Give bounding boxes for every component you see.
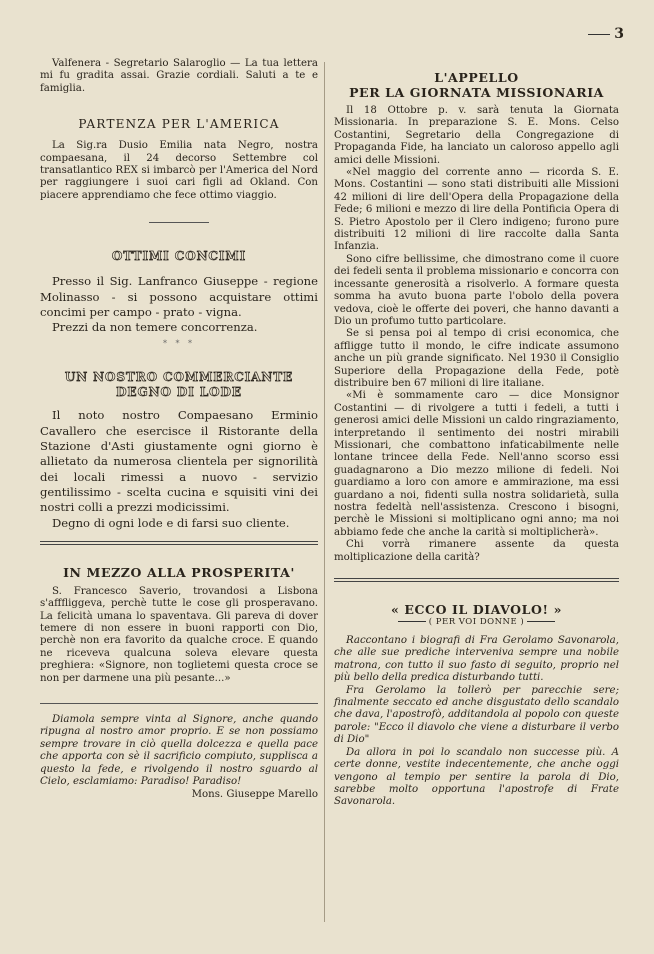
page-number: 3 bbox=[588, 26, 624, 42]
commerciante-title-1: UN NOSTRO COMMERCIANTE bbox=[64, 370, 294, 385]
appello-p6: Chi vorrà rimanere assente da questa moltiplicazione della carità? bbox=[334, 539, 619, 563]
diavolo-p3: Da allora in poi lo scandalo non successe più. A certe donne, vestite indecentemente, che anche oggi vengono al tempio per sentire la parola di Dio, sarebbe molto opportuna l'apostrofe di Frate Savonarola. bbox=[334, 746, 619, 808]
diavolo-p1: Raccontano i biografi di Fra Gerolamo Savonarola, che alle sue prediche interveniva sempre una nobile matrona, con tutto il suo fasto di seguito, proprio nel più bello della predica disturbando tutti. bbox=[334, 635, 619, 684]
concimi-prices: Prezzi da non temere concorrenza. bbox=[52, 320, 258, 335]
appello-title-2: PER LA GIORNATA MISSIONARIA bbox=[349, 85, 604, 100]
appello-p2: «Nel maggio del corrente anno — ricorda S. E. Mons. Costantini — sono stati distribuiti alle Missioni 42 milioni di lire dell'Opera della Propagazione della Fede; 6 milioni e mezzo di lire della Pontificia Opera di S. Pietro Apostolo per il Clero indigeno; furono pure distribuiti 12 milioni di lire raccolte dalla Santa Infanzia. bbox=[334, 167, 619, 253]
appello-p3: Sono cifre bellissime, che dimostrano come il cuore dei fedeli senta il problema missionario e concorra con incessante generosità a risolverlo. A formare questa somma ha avuto buona parte l'obolo della povera vedova, cioè le offerte dei poveri, che hanno davanti a Dio un profumo tutto particolare. bbox=[334, 253, 619, 327]
concimi-body: Presso il Sig. Lanfranco Giuseppe - regione Molinasso - si possono acquistare ottimi concimi per campo - prato - vigna. bbox=[40, 274, 318, 319]
partenza-body: La Sig.ra Dusio Emilia nata Negro, nostra compaesana, il 24 decorso Settembre col transatlantico REX si imbarcò per l'America del Nord per raggiungere i suoi cari figli ad Okland. Con piacere apprendiamo che fece ottimo viaggio. bbox=[40, 140, 318, 201]
appello-p1: Il 18 Ottobre p. v. sarà tenuta la Giornata Missionaria. In preparazione S. E. Mons. Celso Costantini, Segretario della Congregazione di Propaganda Fide, ha lanciato un caloroso appello agli amici delle Missioni. bbox=[334, 105, 619, 166]
appello-p5: «Mi è sommamente caro — dice Monsignor Costantini — di rivolgere a tutti i fedeli, a tutti i generosi amici delle Missioni un caldo ringraziamento, interpretando il sentimento dei nostri mirabili Missionari, che combattono infaticabilmente nelle lontane trincee della Fede. Nell'anno scorso essi guadagnarono a Dio mezzo milione di fedeli. Noi guardiamo a loro con amore e ammirazione, ma essi guardano a noi, fidenti sulla nostra solidarietà, sulla nostra fedeltà nell'assistenza. Crescono i bisogni, perchè le Missioni si moltiplicano ogni anno; ma noi abbiamo fede che anche la carità si moltiplicherà». bbox=[334, 390, 619, 538]
commerciante-title-2: DEGNO DI LODE bbox=[116, 385, 242, 400]
diavolo-title: « ECCO IL DIAVOLO! » bbox=[391, 602, 562, 618]
prosperita-body: S. Francesco Saverio, trovandosi a Lisbona s'afffliggeva, perchè tutte le cose gli prosperavano. La felicità umana lo spaventava. Gli pareva di dover temere di non essere in buoni rapporti con Dio, perchè non era favorito da qualche croce. E quando ne riceveva qualcuna soleva elevare questa preghiera: «Signore, non toglietemi questa croce se non per darmene una più pesante...» bbox=[40, 585, 318, 684]
appello-title-1: L'APPELLO bbox=[434, 70, 519, 85]
left-column bbox=[40, 58, 318, 801]
prosperita-title: IN MEZZO ALLA PROSPERITA' bbox=[63, 564, 295, 580]
appello-p4: Se si pensa poi al tempo di crisi economica, che affligge tutto il mondo, le cifre indicate assumono anche un più grande significato. Nel 1930 il Consiglio Superiore della Propagazione della Fede, potè distribuire ben 67 milioni di lire italiane. bbox=[334, 328, 619, 389]
right-column bbox=[334, 70, 619, 809]
marello-quote: Diamola sempre vinta al Signore, anche quando ripugna al nostro amor proprio. E se non possiamo sempre trovare in ciò quella dolcezza e quella pace che apporta con sè il sacrificio compiuto, supplisca a questo la fede, e rivolgendo il nostro sguardo al Cielo, esclamiamo: Paradiso! Paradiso! bbox=[40, 714, 318, 788]
concimi-title: OTTIMI CONCIMI bbox=[111, 249, 247, 264]
partenza-title: PARTENZA PER L'AMERICA bbox=[78, 117, 280, 132]
commerciante-body: Il noto nostro Compaesano Erminio Cavallero che esercisce il Ristorante della Stazione d'Asti giustamente ogni giorno è allietato da numerosa clientela per signorilità dei locali rimessi a nuovo - servizio gentilissimo - scelta cucina e squisiti vini dei nostri colli a prezzi modicissimi. bbox=[40, 408, 318, 515]
column-divider bbox=[324, 62, 325, 922]
diavolo-subtitle: ( PER VOI DONNE ) bbox=[334, 617, 619, 627]
stars-separator: * * * bbox=[162, 339, 196, 349]
quote-signature: Mons. Giuseppe Marello bbox=[191, 788, 318, 800]
diavolo-p2: Fra Gerolamo la tollerò per parecchie sere; finalmente seccato ed anche disgustato dello scandalo che dava, l'apostrofò, additandola al popolo con queste parole: "Ecco il diavolo che viene a disturbare il verbo di Dio" bbox=[334, 684, 619, 746]
commerciante-closing: Degno di ogni lode e di farsi suo cliente. bbox=[52, 515, 290, 530]
intro-note: Valfenera - Segretario Salaroglio — La tua lettera mi fu gradita assai. Grazie cordiali. Saluti a te e famiglia. bbox=[40, 58, 318, 94]
